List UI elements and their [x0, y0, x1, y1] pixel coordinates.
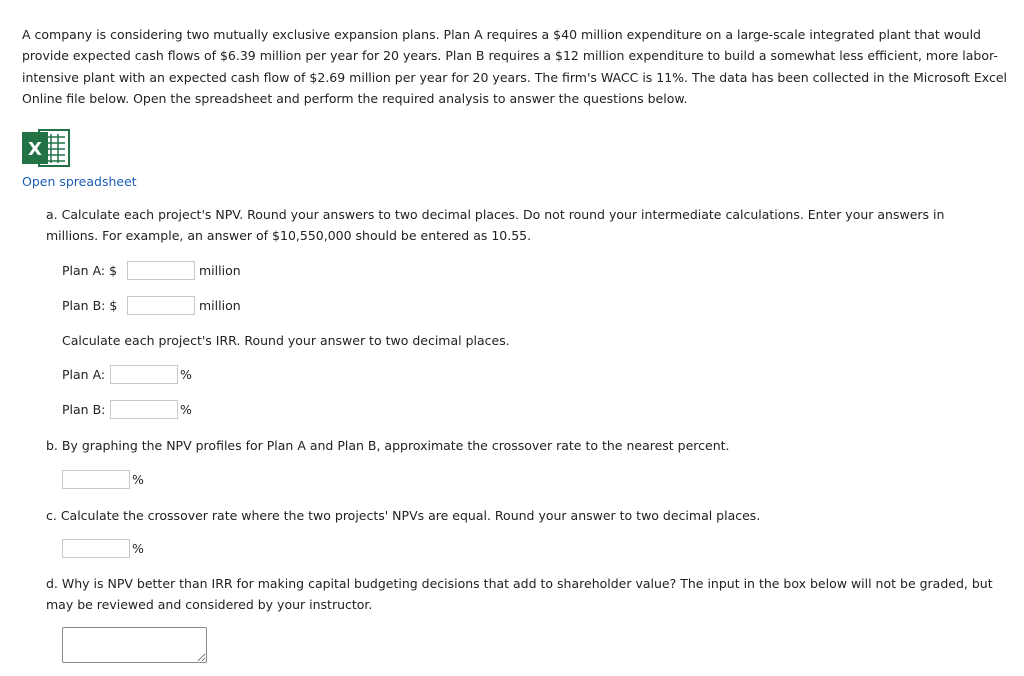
- npv-plan-b-unit: million: [199, 298, 241, 313]
- excel-file-icon: [22, 128, 70, 168]
- crossover-rate-unit: %: [132, 541, 144, 556]
- npv-vs-irr-response-textarea[interactable]: [62, 627, 207, 663]
- crossover-approx-input[interactable]: [62, 470, 130, 489]
- irr-plan-b-unit: %: [180, 402, 192, 417]
- part-c-question: c. Calculate the crossover rate where the two projects' NPVs are equal. Round your answer to two decimal places.: [46, 508, 761, 523]
- irr-question: Calculate each project's IRR. Round your answer to two decimal places.: [62, 333, 510, 348]
- crossover-approx-unit: %: [132, 472, 144, 487]
- crossover-rate-input[interactable]: [62, 539, 130, 558]
- problem-statement: A company is considering two mutually exclusive expansion plans. Plan A requires a $40 million expenditure on a large-scale integrated plant that would provide expected cash flows of $6.39 million per year for 20 years. Plan B requires a $12 million expenditure to build a somewhat less efficient, more labor-intensive plant with an expected cash flow of $2.69 million per year for 20 years. The firm's WACC is 11%. The data has been collected in the Microsoft Excel Online file below. Open the spreadsheet and perform the required analysis to answer the questions below.: [22, 27, 1007, 107]
- part-b-question: b. By graphing the NPV profiles for Plan A and Plan B, approximate the crossover rate to the nearest percent.: [46, 438, 730, 453]
- part-a-question: a. Calculate each project's NPV. Round your answers to two decimal places. Do not round your intermediate calculations. Enter your answers in millions. For example, an answer of $10,550,000 should be entered as 10.55.: [46, 207, 945, 244]
- svg-text:X: X: [28, 139, 42, 160]
- excel-icon[interactable]: [22, 128, 70, 168]
- irr-plan-a-label: Plan A:: [62, 367, 106, 382]
- irr-plan-b-label: Plan B:: [62, 402, 106, 417]
- npv-plan-a-input[interactable]: [127, 261, 195, 280]
- npv-plan-a-unit: million: [199, 263, 241, 278]
- irr-plan-a-unit: %: [180, 367, 192, 382]
- open-spreadsheet-link[interactable]: Open spreadsheet: [22, 174, 137, 189]
- irr-plan-b-input[interactable]: [110, 400, 178, 419]
- irr-plan-a-input[interactable]: [110, 365, 178, 384]
- npv-plan-b-input[interactable]: [127, 296, 195, 315]
- part-d-question: d. Why is NPV better than IRR for making capital budgeting decisions that add to shareholder value? The input in the box below will not be graded, but may be reviewed and considered by your instructor.: [46, 576, 993, 613]
- npv-plan-b-label: Plan B: $: [62, 298, 118, 313]
- npv-plan-a-label: Plan A: $: [62, 263, 118, 278]
